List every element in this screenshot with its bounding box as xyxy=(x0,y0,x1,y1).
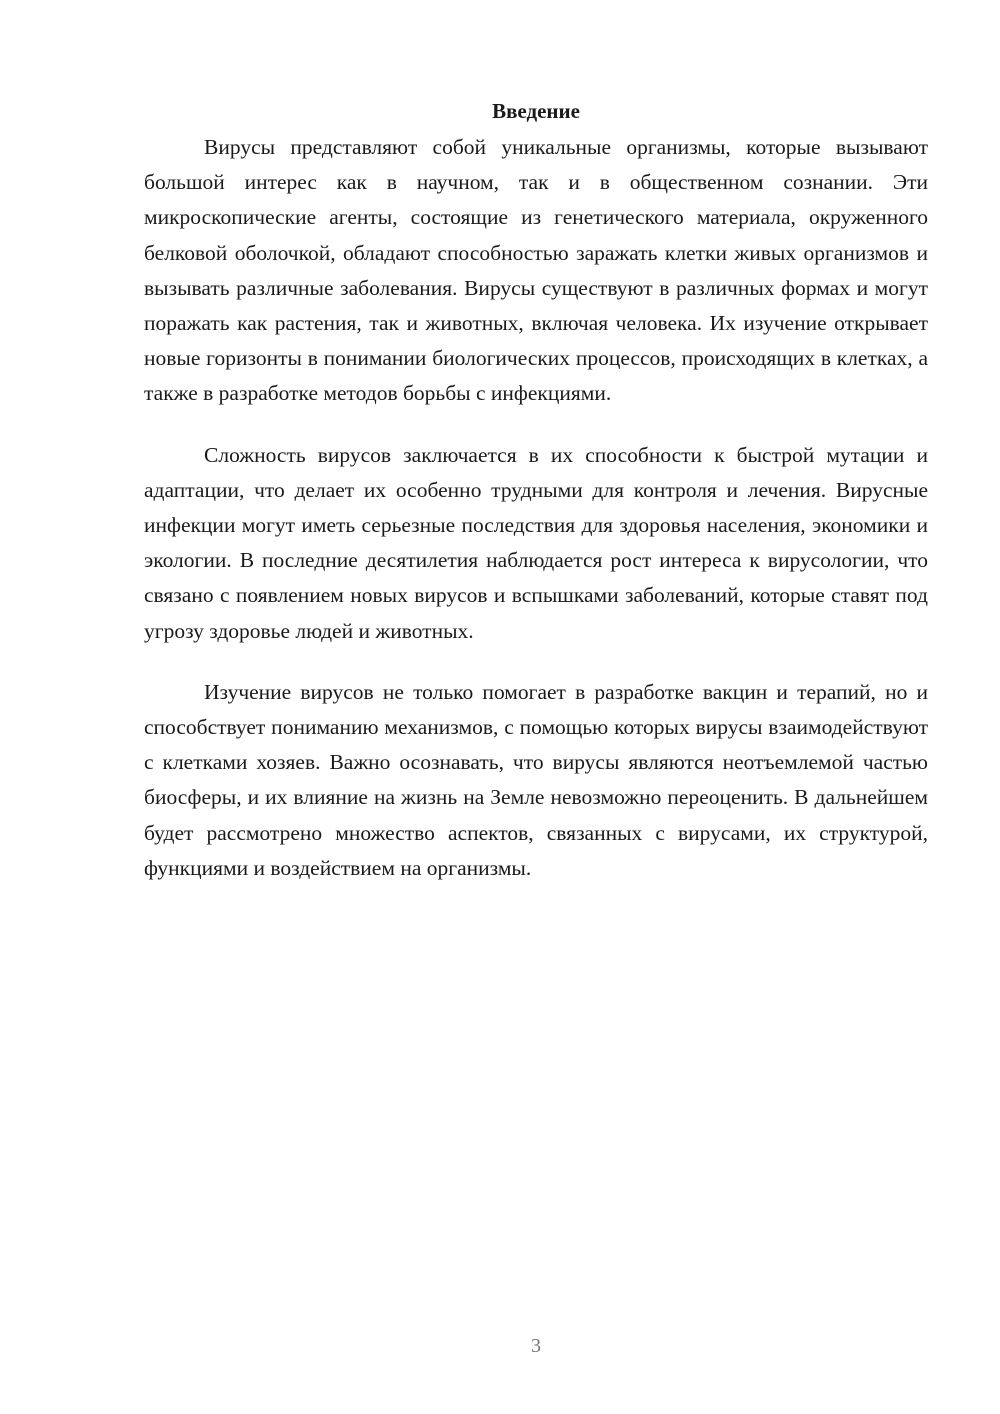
paragraph-2: Сложность вирусов заключается в их способности к быстрой мутации и адаптации, что делает их особенно трудными для контроля и лечения. Вирусные инфекции могут иметь серьезные последствия для здоровья населения, экономики и экологии. В последние десятилетия наблюдается рост интереса к вирусологии, что связано с появлением новых вирусов и вспышками заболеваний, которые ставят под угрозу здоровье людей и животных. xyxy=(144,442,928,643)
page-number: 3 xyxy=(531,1335,541,1357)
paragraph-1: Вирусы представляют собой уникальные организмы, которые вызывают большой интерес как в научном, так и в общественном сознании. Эти микроскопические агенты, состоящие из генетического материала, окруженного белковой оболочкой, обладают способностью заражать клетки живых организмов и вызывать различные заболевания. Вирусы существуют в различных формах и могут поражать как растения, так и животных, включая человека. Их изучение открывает новые горизонты в понимании биологических процессов, происходящих в клетках, а также в разработке методов борьбы с инфекциями. xyxy=(144,135,928,406)
page-content xyxy=(144,96,928,912)
section-heading: Введение xyxy=(492,99,580,123)
paragraph-3: Изучение вирусов не только помогает в разработке вакцин и терапий, но и способствует пониманию механизмов, с помощью которых вирусы взаимодействуют с клетками хозяев. Важно осознавать, что вирусы являются неотъемлемой частью биосферы, и их влияние на жизнь на Земле невозможно переоценить. В дальнейшем будет рассмотрено множество аспектов, связанных с вирусами, их структурой, функциями и воздействием на организмы. xyxy=(144,679,928,880)
